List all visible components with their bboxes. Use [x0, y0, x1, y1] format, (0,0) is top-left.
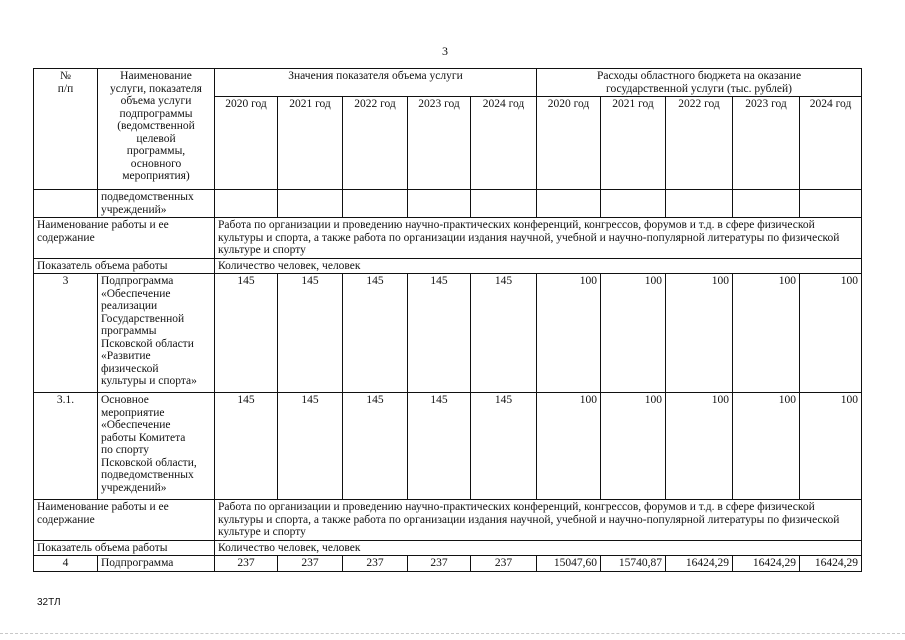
work-label: Наименование работы и ее содержание	[34, 500, 215, 541]
indicator-text: Количество человек, человек	[215, 258, 862, 274]
budget-cell: 16424,29	[666, 556, 733, 572]
header-num: № п/п	[34, 69, 98, 190]
budget-cell: 100	[800, 274, 862, 393]
header-volume-group: Значения показателя объема услуги	[215, 69, 537, 97]
header-row-1	[34, 69, 862, 97]
row-num: 3	[34, 274, 98, 393]
volume-cell: 237	[343, 556, 408, 572]
budget-cell: 15740,87	[601, 556, 666, 572]
indicator-row	[34, 258, 862, 274]
volume-cell: 237	[408, 556, 471, 572]
year-header: 2020 год	[537, 97, 601, 190]
budget-cell: 16424,29	[733, 556, 800, 572]
work-text: Работа по организации и проведению научно-практических конференций, конгрессов, форумов и т.д. в сфере физической культуры и спорта, а также работа по организации издания научной, учебной и научно-популярной литературы по физической культуре и спорту	[215, 218, 862, 259]
budget-cell: 100	[733, 274, 800, 393]
volume-cell: 145	[408, 393, 471, 500]
continuation-row	[34, 190, 862, 218]
budget-cell: 100	[666, 274, 733, 393]
year-header: 2023 год	[733, 97, 800, 190]
footer-code: 32ТЛ	[37, 597, 61, 608]
year-header: 2021 год	[601, 97, 666, 190]
year-header: 2020 год	[215, 97, 278, 190]
volume-cell: 237	[278, 556, 343, 572]
budget-cell: 15047,60	[537, 556, 601, 572]
page-edge-line	[0, 633, 905, 634]
row-name: Подпрограмма «Обеспечение реализации Государственной программы Псковской области «Развитие физической культуры и спорта»	[98, 274, 215, 393]
table-row	[34, 393, 862, 500]
table-row	[34, 556, 862, 572]
work-label: Наименование работы и ее содержание	[34, 218, 215, 259]
header-name: Наименование услуги, показателя объема услуги подпрограммы (ведомственной целевой программы, основного мероприятия)	[98, 69, 215, 190]
work-row	[34, 500, 862, 541]
indicator-label: Показатель объема работы	[34, 540, 215, 556]
budget-table	[33, 68, 862, 572]
continuation-name: подведомственных учреждений»	[98, 190, 215, 218]
budget-cell: 100	[733, 393, 800, 500]
row-num: 3.1.	[34, 393, 98, 500]
year-header: 2022 год	[666, 97, 733, 190]
header-budget-group: Расходы областного бюджета на оказание государственной услуги (тыс. рублей)	[537, 69, 862, 97]
row-num: 4	[34, 556, 98, 572]
page-number: 3	[442, 44, 448, 58]
row-name: Основное мероприятие «Обеспечение работы Комитета по спорту Псковской области, подведомственных учреждений»	[98, 393, 215, 500]
volume-cell: 145	[471, 393, 537, 500]
budget-cell: 100	[537, 393, 601, 500]
volume-cell: 145	[343, 393, 408, 500]
volume-cell: 145	[471, 274, 537, 393]
year-header: 2024 год	[471, 97, 537, 190]
year-header: 2021 год	[278, 97, 343, 190]
budget-cell: 100	[537, 274, 601, 393]
budget-cell: 100	[601, 393, 666, 500]
budget-cell: 100	[666, 393, 733, 500]
volume-cell: 145	[215, 274, 278, 393]
volume-cell: 237	[215, 556, 278, 572]
year-header: 2024 год	[800, 97, 862, 190]
year-header: 2022 год	[343, 97, 408, 190]
volume-cell: 145	[215, 393, 278, 500]
year-header: 2023 год	[408, 97, 471, 190]
volume-cell: 145	[343, 274, 408, 393]
indicator-text: Количество человек, человек	[215, 540, 862, 556]
indicator-row	[34, 540, 862, 556]
table-row	[34, 274, 862, 393]
volume-cell: 145	[278, 393, 343, 500]
volume-cell: 237	[471, 556, 537, 572]
row-name: Подпрограмма	[98, 556, 215, 572]
volume-cell: 145	[408, 274, 471, 393]
work-row	[34, 218, 862, 259]
volume-cell: 145	[278, 274, 343, 393]
budget-cell: 100	[601, 274, 666, 393]
work-text: Работа по организации и проведению научно-практических конференций, конгрессов, форумов и т.д. в сфере физической культуры и спорта, а также работа по организации издания научной, учебной и научно-популярной литературы по физической культуре и спорту	[215, 500, 862, 541]
budget-cell: 100	[800, 393, 862, 500]
budget-cell: 16424,29	[800, 556, 862, 572]
continuation-num	[34, 190, 98, 218]
indicator-label: Показатель объема работы	[34, 258, 215, 274]
